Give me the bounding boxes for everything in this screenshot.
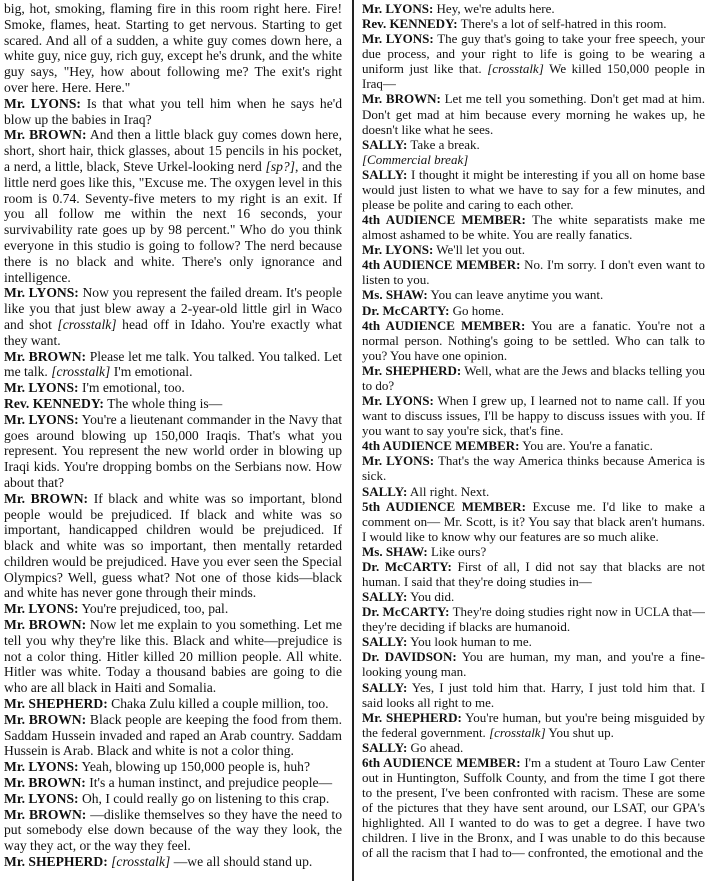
speaker-label: Mr. LYONS:: [362, 1, 434, 16]
transcript-paragraph: [4, 1, 342, 96]
transcript-paragraph: [362, 363, 705, 393]
speech-text: You are a fanatic. You're not a normal person. Nothing's going to be settled. Who can talk to you? You have one opinion.: [362, 317, 705, 363]
transcript-paragraph: [4, 759, 342, 775]
speech-text: First of all, I did not say that blacks are not human. I said that they're doing studies in—: [362, 558, 705, 589]
speech-text: I'm a student at Touro Law Center out in Huntington, Suffolk County, and from the time I got there to the present, I've been confronted with racism. These are some of the pictures that they have sent around, our LSAT, our GPA's highlighted. All I wanted to do was to get a degree. I have two children. I live in the Bronx, and I was unable to do this because of all the racism that I had to— confronted, the emotional and the: [362, 754, 705, 861]
speaker-label: SALLY:: [362, 136, 408, 152]
transcript-paragraph: [362, 137, 705, 152]
speaker-label: Mr. LYONS:: [4, 285, 79, 301]
speaker-label: Mr. LYONS:: [362, 453, 435, 469]
speech-text: I'm emotional, too.: [81, 380, 185, 396]
speech-text: I'm emotional.: [110, 364, 193, 380]
speech-text: —we all should stand up.: [170, 854, 313, 870]
speaker-label: Mr. BROWN:: [4, 711, 87, 727]
speaker-label: 4th AUDIENCE MEMBER:: [362, 257, 521, 273]
speech-text: The guy that's going to take your free speech, your due process, and your right to life is going to be wearing a uniform just like that.: [362, 31, 705, 77]
speech-text: You are. You're a fanatic.: [522, 438, 653, 454]
speaker-label: Mr. LYONS:: [362, 31, 434, 47]
speaker-label: SALLY:: [362, 739, 408, 755]
transcript-paragraph: [362, 544, 705, 559]
speech-text: Hey, we're adults here.: [436, 1, 555, 16]
speaker-label: Dr. McCARTY:: [362, 558, 452, 574]
speaker-label: Ms. SHAW:: [362, 543, 428, 559]
speaker-label: Mr. BROWN:: [362, 91, 441, 107]
speech-text: You're prejudiced, too, pal.: [81, 601, 229, 617]
transcript-paragraph: [362, 559, 705, 589]
transcript-paragraph: [362, 438, 705, 453]
speech-text: You shut up.: [545, 724, 614, 740]
stage-note: [Commercial break]: [362, 151, 469, 167]
speech-text: Go home.: [452, 302, 504, 318]
speech-text: That's the way America thinks because America is sick.: [362, 453, 705, 484]
speech-text: Black people are keeping the food from them. Saddam Hussein invaded and raped an Arab country. Saddam Hussein is Arab. Black and white is not a color thing.: [4, 711, 342, 759]
transcript-paragraph: [362, 680, 705, 710]
speech-text: Oh, I could really go on listening to this crap.: [81, 790, 330, 806]
column-divider: [352, 0, 354, 881]
speech-text: No. I'm sorry. I don't even want to listen to you.: [362, 257, 705, 288]
speech-text: big, hot, smoking, flaming fire in this room right here. Fire! Smoke, flames, heat. Starting to get nervous. Starting to get scared. And all of a sudden, a white guy comes down here, a white guy, nice guy, rich guy, except he's drunk, and the white guy says, "Hey, how about following me? The exit's right over here. Here. Here.": [4, 1, 342, 95]
speech-text: You're a lieutenant commander in the Navy that goes around blowing up 150,000 Iraqis. That's what you represent. You represent the new world order in blowing up Iraqi kids. You're dropping bombs on the Serbians now. How about that?: [4, 411, 342, 490]
speech-text: The white separatists make me almost ashamed to be white. You are really fanatics.: [362, 212, 705, 243]
transcript-paragraph: [362, 1, 705, 16]
speech-text: Yeah, blowing up 150,000 people is, huh?: [81, 759, 311, 775]
transcript-paragraph: [362, 755, 705, 861]
transcript-paragraph: [362, 91, 705, 136]
transcript-column-left: [4, 0, 342, 881]
speaker-label: Mr. BROWN:: [4, 775, 86, 791]
speaker-label: Mr. BROWN:: [4, 490, 89, 506]
speaker-label: SALLY:: [362, 589, 408, 605]
transcript-paragraph: [362, 257, 705, 287]
transcript-paragraph: [362, 484, 705, 499]
speaker-label: Mr. LYONS:: [4, 411, 79, 427]
transcript-paragraph: [362, 16, 705, 31]
transcript-paragraph: [362, 152, 705, 167]
speaker-label: Mr. BROWN:: [4, 617, 87, 633]
speaker-label: 6th AUDIENCE MEMBER:: [362, 754, 521, 770]
speaker-label: 4th AUDIENCE MEMBER:: [362, 212, 526, 228]
transcript-column-right: [362, 0, 705, 881]
speech-text: When I grew up, I learned not to name call. If you want to discuss issues, I'll be happy to discuss issues with you. If you want to say you're sick, that's fine.: [362, 393, 705, 439]
transcript-paragraph: [362, 604, 705, 634]
speech-text: And then a little black guy comes down here, short, short hair, thick glasses, about 15 pencils in his pocket, a nerd, a little, black, Steve Urkel-looking nerd: [4, 127, 342, 174]
speaker-label: Mr. LYONS:: [4, 95, 81, 111]
speech-text: Go ahead.: [410, 739, 464, 755]
speech-text: Please let me talk. You talked. You talked. Let me talk.: [4, 348, 342, 380]
speech-text: Now you represent the failed dream. It's people like you that just blew away a 2-year-old little girl in Waco and shot: [4, 285, 342, 332]
speaker-label: Dr. McCARTY:: [362, 302, 450, 318]
speaker-label: Mr. SHEPHERD:: [362, 362, 462, 378]
transcript-paragraph: [4, 285, 342, 348]
speaker-label: Mr. LYONS:: [362, 393, 434, 409]
speech-text: If black and white was so important, blond people would be prejudiced. If black and white was so important, handicapped children would be prejudiced. If black and white was so important, then mentally retarded children would be prejudiced. Have you ever seen the Special Olympics? Well, guess what? Not one of those kids—black and white has never gone through their minds.: [4, 490, 342, 601]
transcript-paragraph: [4, 775, 342, 791]
transcript-paragraph: [4, 617, 342, 696]
transcript-paragraph: [4, 96, 342, 128]
transcript-paragraph: [4, 696, 342, 712]
transcript-paragraph: [4, 491, 342, 602]
speaker-label: Mr. LYONS:: [4, 601, 79, 617]
speech-text: It's a human instinct, and prejudice people—: [89, 775, 333, 791]
transcript-paragraph: [4, 349, 342, 381]
speech-text: Excuse me. I'd like to make a comment on— Mr. Scott, is it? You say that black aren't humans. I would like to know why our features are so much alike.: [362, 498, 705, 544]
speech-text: You can leave anytime you want.: [430, 287, 604, 303]
speaker-label: Mr. SHEPHERD:: [362, 709, 462, 725]
speaker-label: Dr. McCARTY:: [362, 604, 450, 620]
speech-text: You did.: [410, 589, 455, 605]
transcript-paragraph: [362, 242, 705, 257]
speech-text: All right. Next.: [409, 483, 490, 499]
speaker-label: Mr. SHEPHERD:: [4, 696, 108, 712]
transcript-paragraph: [362, 499, 705, 544]
stage-note: [sp?]: [265, 158, 295, 174]
speaker-label: SALLY:: [362, 483, 408, 499]
speech-text: Yes, I just told him that. Harry, I just told him that. I said looks all right to me.: [362, 679, 705, 710]
stage-note: [crosstalk]: [57, 316, 117, 332]
speaker-label: 4th AUDIENCE MEMBER:: [362, 317, 526, 333]
speaker-label: Mr. LYONS:: [4, 790, 79, 806]
transcript-paragraph: [362, 31, 705, 91]
stage-note: [crosstalk]: [487, 61, 544, 77]
speech-text: Chaka Zulu killed a couple million, too.: [111, 696, 329, 712]
transcript-paragraph: [362, 393, 705, 438]
speaker-label: Ms. SHAW:: [362, 287, 428, 303]
speech-text: Let me tell you something. Don't get mad at him. Don't get mad at him because every morning he wakes up, he doesn't like what he sees.: [362, 91, 705, 137]
stage-note: [crosstalk]: [51, 364, 111, 380]
speech-text: Well, what are the Jews and blacks telling you to do?: [362, 362, 705, 393]
speech-text: You're human, but you're being misguided by the federal government.: [362, 709, 705, 740]
speaker-label: Dr. DAVIDSON:: [362, 649, 457, 665]
speaker-label: Rev. KENNEDY:: [362, 16, 458, 32]
speaker-label: Mr. LYONS:: [362, 242, 434, 258]
speech-text: Take a break.: [410, 136, 480, 152]
transcript-paragraph: [362, 710, 705, 740]
stage-note: [crosstalk]: [111, 854, 171, 870]
speaker-label: 5th AUDIENCE MEMBER:: [362, 498, 526, 514]
transcript-paragraph: [4, 791, 342, 807]
transcript-paragraph: [4, 712, 342, 759]
transcript-paragraph: [4, 380, 342, 396]
speech-text: I thought it might be interesting if you all on home base would just listen to what we have to say for a few minutes, and please be polite and caring to each other.: [362, 166, 705, 213]
speech-text: We'll let you out.: [436, 242, 525, 258]
transcript-paragraph: [362, 318, 705, 363]
transcript-paragraph: [4, 854, 342, 870]
transcript-paragraph: [362, 303, 705, 318]
speaker-label: Mr. BROWN:: [4, 348, 87, 364]
transcript-paragraph: [362, 634, 705, 649]
transcript-paragraph: [362, 649, 705, 679]
transcript-paragraph: [362, 287, 705, 302]
transcript-paragraph: [4, 807, 342, 854]
transcript-paragraph: [362, 589, 705, 604]
speaker-label: Rev. KENNEDY:: [4, 395, 104, 411]
speaker-label: SALLY:: [362, 679, 408, 695]
transcript-paragraph: [362, 167, 705, 212]
transcript-paragraph: [362, 212, 705, 242]
speaker-label: Mr. BROWN:: [4, 127, 87, 143]
transcript-paragraph: [4, 601, 342, 617]
speech-text: The whole thing is—: [107, 395, 223, 411]
speech-text: We killed 150,000 people in Iraq—: [362, 61, 705, 92]
speech-text: Like ours?: [430, 543, 487, 559]
speaker-label: SALLY:: [362, 634, 408, 650]
speaker-label: 4th AUDIENCE MEMBER:: [362, 438, 520, 454]
transcript-paragraph: [4, 127, 342, 285]
speech-text: Now let me explain to you something. Let me tell you why they're like this. Black and white—prejudice is not a color thing. Hitler killed 20 million people. All white. Hitler was white. Today a thousand babies are going to die who are all black in Haiti and Somalia.: [4, 617, 342, 696]
speaker-label: Mr. LYONS:: [4, 759, 79, 775]
speech-text: They're doing studies right now in UCLA that— they're deciding if blacks are humanoid.: [362, 604, 705, 635]
speech-text: head off in Idaho. You're exactly what they want.: [4, 316, 342, 348]
speaker-label: Mr. LYONS:: [4, 380, 79, 396]
transcript-paragraph: [4, 412, 342, 491]
speaker-label: SALLY:: [362, 166, 408, 182]
stage-note: [crosstalk]: [489, 724, 546, 740]
speaker-label: Mr. SHEPHERD:: [4, 854, 108, 870]
transcript-paragraph: [362, 740, 705, 755]
speech-text: You look human to me.: [410, 634, 532, 650]
speech-text: Is that what you tell him when he says he'd blow up the babies in Iraq?: [4, 95, 342, 127]
transcript-paragraph: [4, 396, 342, 412]
speech-text: There's a lot of self-hatred in this room.: [460, 16, 667, 32]
speech-text: You are human, my man, and you're a fine-looking young man.: [362, 649, 705, 680]
speaker-label: Mr. BROWN:: [4, 806, 87, 822]
speech-text: , and the little nerd goes like this, "Excuse me. The oxygen level in this room is 0.74. Seventy-five meters to my right is an exit. If you all follow me within the next 16 seconds, your survivability rate goes up by 98 percent." Who do you think everyone in this studio is going to follow? The nerd because there is no black and white. There's only ignorance and intelligence.: [4, 158, 342, 285]
speech-text: —dislike themselves so they have the need to put somebody else down because of the way they look, the way they act, or the way they feel.: [4, 806, 342, 854]
transcript-paragraph: [362, 453, 705, 483]
